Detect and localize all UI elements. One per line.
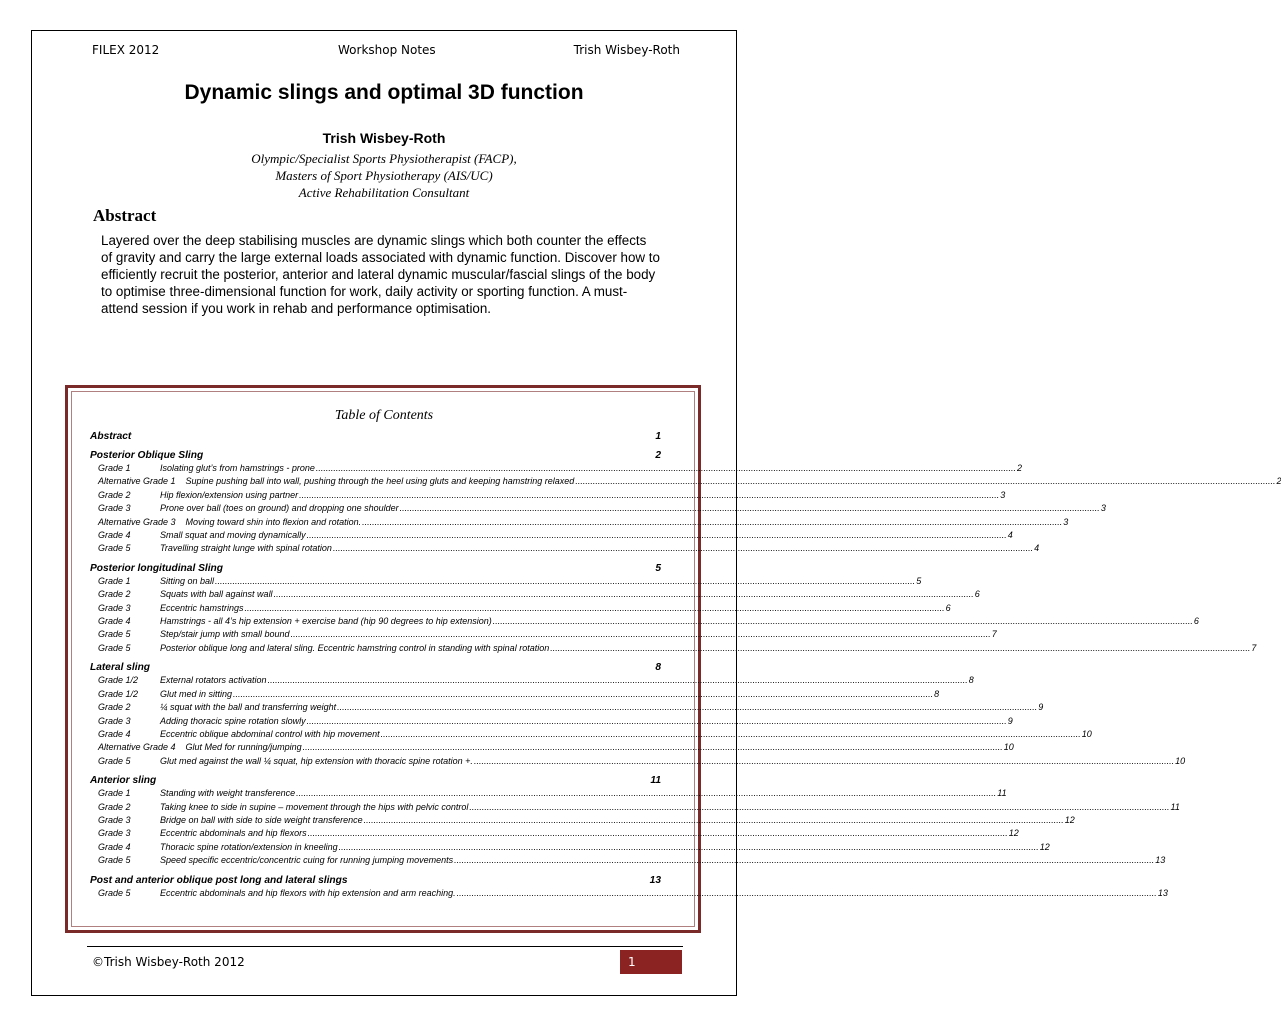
page-number-badge: 1 [620,950,682,974]
author-credentials [0,150,768,201]
toc-entry[interactable] [90,854,1166,867]
toc-entry-page: 12 [1008,828,1019,839]
toc-dot-leader [364,814,1064,827]
toc-dot-leader [454,854,1154,867]
toc-entry-description: Small squat and moving dynamically [160,530,306,541]
toc-section-label: Lateral sling [90,662,151,674]
toc-entry-description: Glut med in sitting [160,688,233,699]
toc-entry-grade: Grade 3 [98,715,131,726]
toc-entry[interactable] [90,827,1019,840]
toc-section-page: 8 [655,662,661,674]
toc-entry-grade: Grade 3 [98,828,131,839]
toc-entry-description: Hamstrings - all 4’s hip extension + exercise band (hip 90 degrees to hip extension) [160,616,492,627]
toc-dot-leader [307,529,1007,542]
toc-entry-description: Bridge on ball with side to side weight transference [160,814,363,825]
toc-dot-leader [493,615,1193,628]
toc-entry[interactable] [90,489,1006,502]
toc-entry-grade: Grade 5 [98,855,131,866]
toc-section-label: Post and anterior oblique post long and lateral slings [90,874,348,886]
toc-entry-description: Glut Med for running/jumping [185,742,302,753]
toc-entry-page: 6 [945,602,951,613]
toc-entry[interactable] [90,715,1013,728]
toc-entry-description: Thoracic spine rotation/extension in kneeling [160,841,338,852]
toc-entry-grade: Grade 4 [98,728,131,739]
toc-section-page: 11 [650,775,661,787]
toc-entry-description: Eccentric hamstrings [160,602,244,613]
header-left: FILEX 2012 [92,43,160,57]
toc-entry-grade: Grade 2 [98,589,131,600]
toc-entry[interactable] [90,529,1013,542]
toc-entry-page: 3 [1000,489,1006,500]
toc-entry-grade: Grade 5 [98,887,131,898]
author-name: Trish Wisbey-Roth [322,130,446,146]
toc-entry[interactable] [90,728,1092,741]
toc-entry[interactable] [90,801,1180,814]
toc-entry-description: Posterior oblique long and lateral sling. Eccentric hamstring control in standing with spinal rotation [160,642,550,653]
credential-line: Masters of Sport Physiotherapy (AIS/UC) [275,168,493,183]
toc-section-label: Posterior longitudinal Sling [90,562,224,574]
toc-dot-leader [233,688,933,701]
toc-entry-description: Prone over ball (toes on ground) and dropping one shoulder [160,503,399,514]
toc-entry-description: Step/stair jump with small bound [160,629,290,640]
toc-entry-grade: Grade 1 [98,463,131,473]
toc-entry-grade: Grade 5 [98,755,131,766]
toc-entry[interactable] [90,841,1050,854]
toc-entry-description: ¼ squat with the ball and transferring weight [160,702,337,713]
toc-entry[interactable] [90,615,1199,628]
toc-section[interactable] [90,661,668,674]
toc-dot-leader [303,741,1003,754]
toc-section-label: Anterior sling [90,775,157,787]
footer-divider [87,946,683,947]
toc-dot-leader [550,642,1250,655]
toc-entry-description: Eccentric oblique abdominal control with hip movement [160,728,380,739]
toc-entry[interactable] [90,575,922,588]
toc-dot-leader [333,542,1033,555]
toc-entry-page: 7 [1251,642,1257,653]
toc-entry-page: 10 [1003,742,1014,753]
toc-entry-description: Supine pushing ball into wall, pushing through the heel using gluts and keeping hamstring relaxed [185,476,575,487]
toc-entry-description: Standing with weight transference [160,788,296,799]
toc-entry-grade: Grade 4 [98,530,131,541]
toc-dot-leader [575,475,1275,488]
toc-entry-page: 13 [1157,887,1168,898]
toc-dot-leader [339,841,1039,854]
toc-entry-page: 8 [968,675,974,686]
toc-entry-grade: Grade 5 [98,629,131,640]
toc-dot-leader [215,575,915,588]
toc-entry-grade: Grade 5 [98,642,131,653]
toc-entry[interactable] [90,741,1014,754]
toc-entry[interactable] [90,814,1075,827]
toc-entry-page: 5 [916,575,922,586]
toc-dot-leader [268,674,968,687]
toc-entry-grade: Grade 3 [98,503,131,514]
toc-entry-description: Moving toward shin into flexion and rotation. [185,516,362,527]
toc-section-page: 13 [649,874,661,886]
toc-entry[interactable] [90,475,1281,488]
header-right: Trish Wisbey-Roth [573,43,680,57]
document-title: Dynamic slings and optimal 3D function [184,81,584,104]
credential-line: Olympic/Specialist Sports Physiotherapist (FACP), [251,151,517,166]
toc-abstract-entry[interactable] [90,430,668,443]
toc-entry-description: Sitting on ball [160,575,215,586]
toc-section-page: 2 [655,450,661,461]
toc-entry-description: Isolating glut’s from hamstrings - prone [160,463,315,473]
toc-dot-leader [299,489,999,502]
toc-entry[interactable] [90,674,974,687]
toc-section-label: Abstract [90,431,132,442]
toc-entry-page: 4 [1007,530,1013,541]
abstract-heading: Abstract [93,206,157,225]
toc-entry-description: Glut med against the wall ¼ squat, hip extension with thoracic spine rotation +. [160,755,473,766]
toc-dot-leader [362,516,1062,529]
toc-entry-grade: Grade 3 [98,814,131,825]
toc-entry[interactable] [90,787,1007,800]
toc-entry[interactable] [90,701,1044,714]
toc-entry-description: Eccentric abdominals and hip flexors with hip extension and arm reaching. [160,887,456,898]
toc-entry[interactable] [90,588,980,601]
toc-entry-page: 9 [1007,715,1013,726]
toc-section[interactable] [90,449,668,462]
toc-entry-grade: Grade 4 [98,841,131,852]
toc-dot-leader [291,628,991,641]
toc-dot-leader [296,787,996,800]
toc-entry-page: 11 [1170,801,1180,812]
toc-entry-grade: Grade 3 [98,602,131,613]
toc-entry[interactable] [90,602,951,615]
toc-entry-grade: Grade 1/2 [98,688,139,699]
toc-entry-description: Eccentric abdominals and hip flexors [160,828,307,839]
toc-entry-grade: Grade 5 [98,543,131,554]
toc-dot-leader [381,728,1081,741]
toc-entry-page: 12 [1039,841,1050,852]
toc-entry-grade: Grade 2 [98,489,131,500]
toc-entry[interactable] [90,688,940,701]
toc-entry-page: 13 [1155,855,1166,866]
toc-entry-page: 12 [1064,814,1075,825]
toc-entry-page: 11 [997,788,1007,799]
toc-section-page: 1 [655,431,661,442]
toc-entry-description: Hip flexion/extension using partner [160,489,299,500]
footer-copyright: ©Trish Wisbey-Roth 2012 [92,955,245,969]
toc-dot-leader [457,887,1157,900]
toc-entry[interactable] [90,462,1023,475]
toc-entry-page: 6 [1193,616,1199,627]
toc-entry-page: 6 [974,589,980,600]
header-center: Workshop Notes [338,43,436,57]
toc-entry[interactable] [90,642,1257,655]
toc-entry-page: 7 [991,629,997,640]
toc-entry-page: 3 [1063,516,1069,527]
toc-dot-leader [337,701,1037,714]
toc-section[interactable] [90,874,668,887]
toc-dot-leader [469,801,1169,814]
toc-entry-grade: Grade 1 [98,575,131,586]
toc-entry-grade: Grade 1/2 [98,675,139,686]
toc-entry-description: Squats with ball against wall [160,589,273,600]
toc-section-label: Posterior Oblique Sling [90,450,204,461]
toc-dot-leader [245,602,945,615]
toc-entry[interactable] [90,542,1040,555]
toc-title: Table of Contents [334,408,434,423]
toc-entry-grade: Alternative Grade 3 [98,516,176,527]
toc-entry-page: 4 [1034,543,1040,554]
toc-entry[interactable] [90,516,1069,529]
toc-entry-page: 10 [1175,755,1186,766]
toc-entry[interactable] [90,887,1168,900]
toc-entry-description: External rotators activation [160,675,267,686]
abstract-text: Layered over the deep stabilising muscles are dynamic slings which both counter the effects of gravity and carry the large external loads associated with dynamic function. Discover how to efficiently recruit the posterior, anterior and lateral dynamic muscular/fascial slings of the body to optimise three-dimensional function for work, daily activity or sporting function. A must-attend session if you work in rehab and performance optimisation. [101,233,660,316]
toc-section-page: 5 [655,562,661,574]
toc-entry-page: 3 [1100,503,1106,514]
credential-line: Active Rehabilitation Consultant [298,185,470,200]
toc-dot-leader [307,715,1007,728]
toc-entry-page: 10 [1081,728,1092,739]
toc-entry-grade: Grade 1 [98,788,131,799]
toc-entry-page: 9 [1038,702,1044,713]
toc-entry-page: 2 [1017,463,1023,473]
toc-entry-description: Adding thoracic spine rotation slowly [160,715,306,726]
toc-entry-description: Taking knee to side in supine – movement through the hips with pelvic control [160,801,469,812]
toc-entry-grade: Grade 2 [98,801,131,812]
toc-dot-leader [316,462,1016,475]
toc-section[interactable] [90,562,668,575]
toc-dot-leader [308,827,1008,840]
toc-entry-grade: Alternative Grade 1 [98,476,176,487]
toc-entry-grade: Grade 2 [98,702,131,713]
toc-entry-grade: Grade 4 [98,616,131,627]
toc-entry[interactable] [90,502,1106,515]
toc-entry-description: Travelling straight lunge with spinal rotation [160,543,332,554]
toc-section[interactable] [90,774,668,787]
toc-dot-leader [400,502,1100,515]
toc-dot-leader [474,755,1174,768]
toc-entry[interactable] [90,755,1186,768]
toc-entry-description: Speed specific eccentric/concentric cuing for running jumping movements [160,855,454,866]
toc-entry-grade: Alternative Grade 4 [98,742,176,753]
toc-entry-page: 8 [934,688,940,699]
table-of-contents [90,430,1281,900]
toc-dot-leader [274,588,974,601]
toc-entry[interactable] [90,628,997,641]
toc-entry-page: 2 [1276,476,1281,487]
